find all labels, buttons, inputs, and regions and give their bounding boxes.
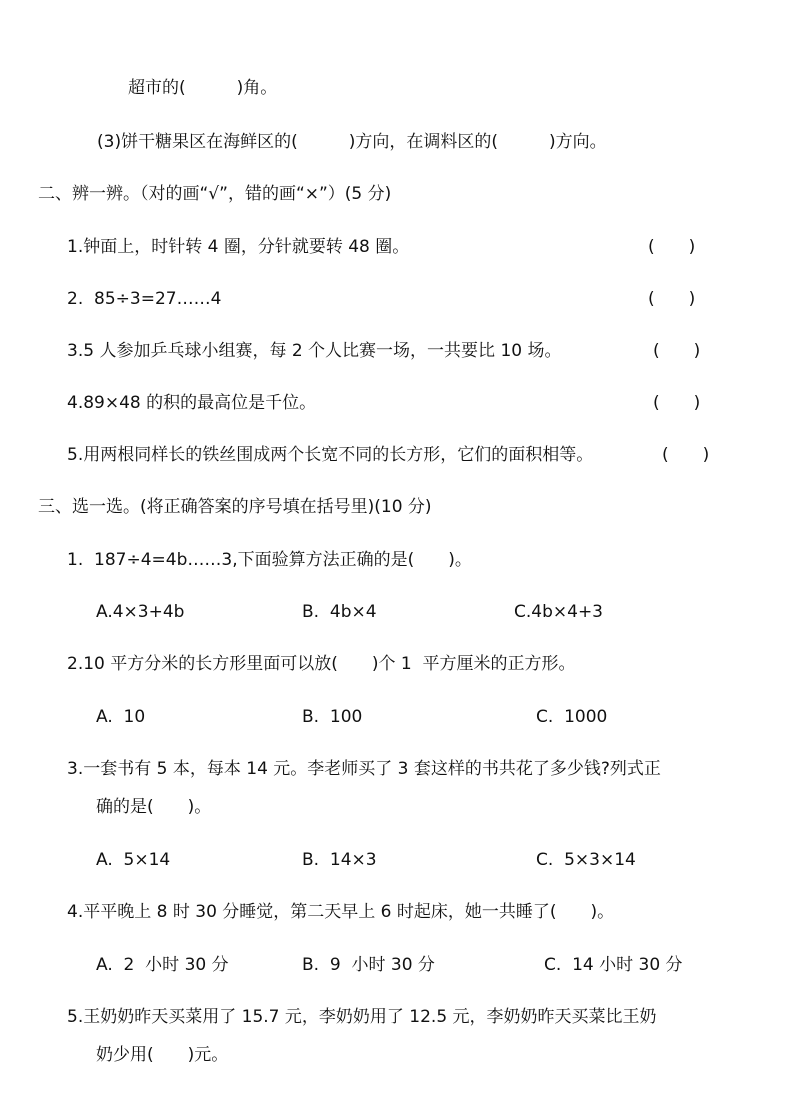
answer-bracket-2[interactable]: ( ) [648, 289, 696, 309]
carry-over-line-1: 超市的( )角。 [128, 78, 278, 98]
carry-over-line-2: (3)饼干糖果区在海鲜区的( )方向，在调料区的( )方向。 [97, 132, 607, 152]
choice-q2-stem: 2.10 平方分米的长方形里面可以放( )个 1 平方厘米的正方形。 [67, 654, 576, 674]
choice-q3-option-c: C. 5×3×14 [536, 850, 636, 870]
choice-q4-stem: 4.平平晚上 8 时 30 分睡觉，第二天早上 6 时起床，她一共睡了( )。 [67, 902, 615, 922]
choice-q1-option-c: C.4b×4+3 [514, 602, 604, 622]
choice-q2-option-c: C. 1000 [536, 707, 608, 727]
choice-q1-option-a: A.4×3+4b [96, 602, 185, 622]
choice-q4-option-a: A. 2 小时 30 分 [96, 955, 229, 975]
choice-q3-option-b: B. 14×3 [302, 850, 377, 870]
choice-q4-option-c: C. 14 小时 30 分 [544, 955, 683, 975]
choice-q3-option-a: A. 5×14 [96, 850, 171, 870]
choice-q5-stem-line1: 5.王奶奶昨天买菜用了 15.7 元，李奶奶用了 12.5 元，李奶奶昨天买菜比王奶 [67, 1007, 657, 1027]
judge-item-4: 4.89×48 的积的最高位是千位。 [67, 393, 317, 413]
section3-heading: 三、选一选。(将正确答案的序号填在括号里)(10 分) [38, 497, 432, 517]
choice-q2-option-b: B. 100 [302, 707, 363, 727]
choice-q2-option-a: A. 10 [96, 707, 146, 727]
judge-item-5: 5.用两根同样长的铁丝围成两个长宽不同的长方形，它们的面积相等。 [67, 445, 594, 465]
answer-bracket-1[interactable]: ( ) [648, 237, 696, 257]
choice-q3-stem-line1: 3.一套书有 5 本，每本 14 元。李老师买了 3 套这样的书共花了多少钱?列式正 [67, 759, 661, 779]
choice-q1-stem: 1. 187÷4=4b……3,下面验算方法正确的是( )。 [67, 550, 472, 570]
choice-q4-option-b: B. 9 小时 30 分 [302, 955, 435, 975]
answer-bracket-3[interactable]: ( ) [653, 341, 701, 361]
judge-item-3: 3.5 人参加乒乓球小组赛，每 2 个人比赛一场，一共要比 10 场。 [67, 341, 562, 361]
judge-item-1: 1.钟面上，时针转 4 圈，分针就要转 48 圈。 [67, 237, 410, 257]
answer-bracket-4[interactable]: ( ) [653, 393, 701, 413]
choice-q3-stem-line2: 确的是( )。 [96, 797, 212, 817]
choice-q5-stem-line2: 奶少用( )元。 [96, 1045, 229, 1065]
judge-item-2: 2. 85÷3=27……4 [67, 289, 222, 309]
choice-q1-option-b: B. 4b×4 [302, 602, 377, 622]
answer-bracket-5[interactable]: ( ) [662, 445, 710, 465]
section2-heading: 二、辨一辨。（对的画“√”，错的画“×”）(5 分) [38, 184, 392, 204]
